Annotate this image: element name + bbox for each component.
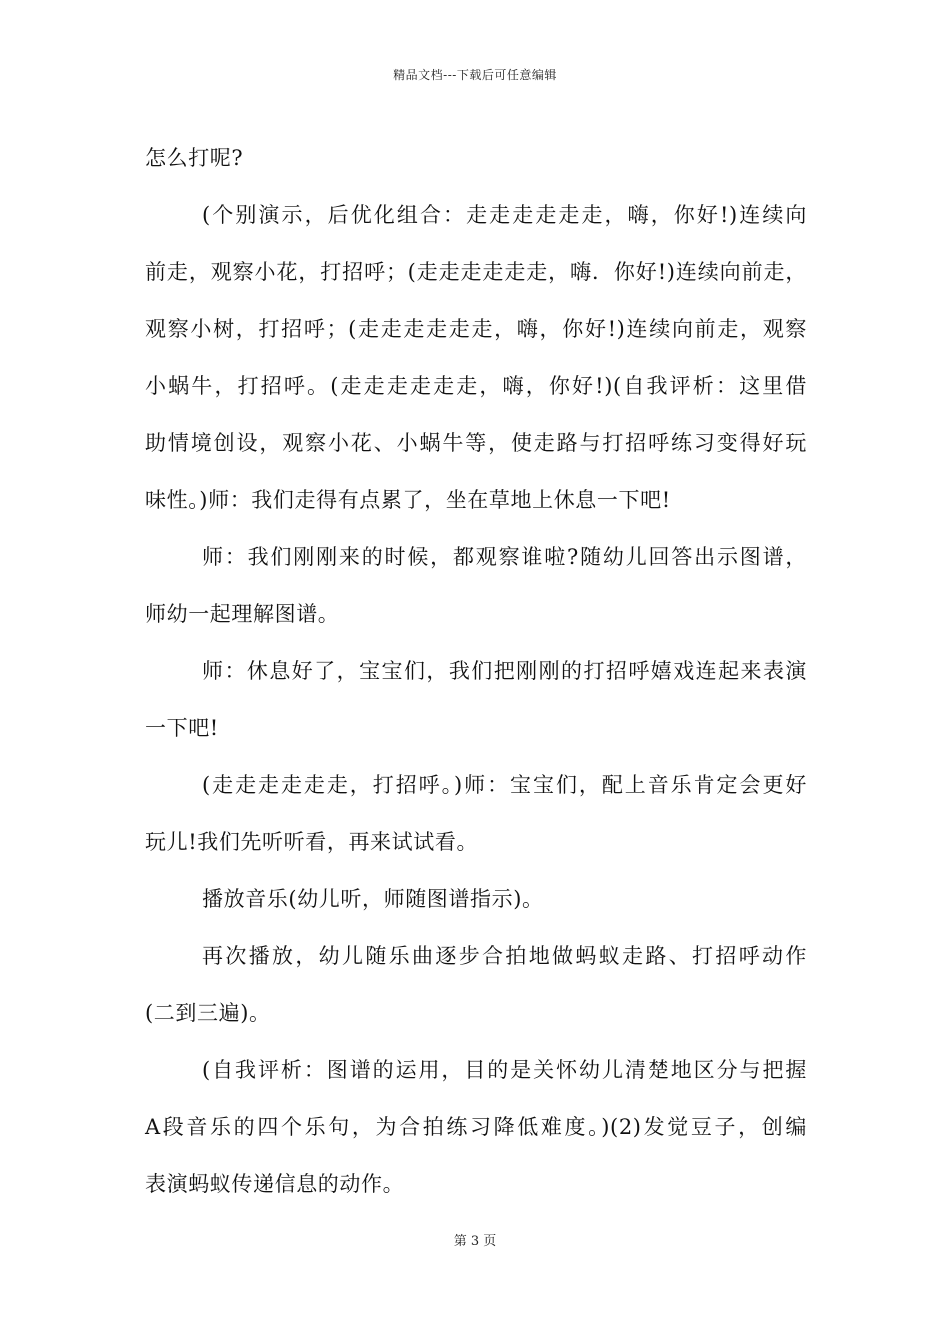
- text-line: (个别演示，后优化组合：走走走走走走，嗨，你好!)连续向: [202, 203, 807, 227]
- text-line: 玩儿!我们先听听看，再来试试看。: [145, 830, 479, 854]
- text-line: 小蜗牛，打招呼。(走走走走走走，嗨，你好!)(自我评析：这里借: [145, 374, 807, 398]
- text-line: 助情境创设，观察小花、小蜗牛等，使走路与打招呼练习变得好玩: [145, 431, 807, 455]
- paragraph: [145, 529, 807, 643]
- text-line: 表演蚂蚁传递信息的动作。: [145, 1172, 405, 1196]
- text-line: 播放音乐(幼儿听，师随图谱指示)。: [202, 887, 544, 911]
- paragraph: [145, 1042, 807, 1213]
- page-header: 精品文档---下载后可任意编辑: [393, 68, 557, 82]
- text-line: 味性。)师：我们走得有点累了，坐在草地上休息一下吧!: [145, 488, 671, 512]
- text-line: 再次播放，幼儿随乐曲逐步合拍地做蚂蚁走路、打招呼动作: [202, 944, 807, 968]
- text-line: 前走，观察小花，打招呼；(走走走走走走，嗨．你好!)连续向前走，: [145, 260, 807, 284]
- paragraph: [145, 871, 807, 928]
- text-line: (自我评析：图谱的运用，目的是关怀幼儿清楚地区分与把握: [202, 1058, 807, 1082]
- paragraph: [145, 187, 807, 529]
- text-line: (二到三遍)。: [145, 1001, 271, 1025]
- paragraph: [145, 928, 807, 1042]
- text-line: (走走走走走走，打招呼。)师：宝宝们，配上音乐肯定会更好: [202, 773, 807, 797]
- page-number: 第 3 页: [453, 1234, 497, 1249]
- paragraph: [145, 643, 807, 757]
- text-line: 师幼一起理解图谱。: [145, 602, 340, 626]
- document-body: [145, 130, 807, 1213]
- paragraph: [145, 757, 807, 871]
- text-line: 一下吧!: [145, 716, 219, 740]
- text-line: 师：休息好了，宝宝们，我们把刚刚的打招呼嬉戏连起来表演: [202, 659, 807, 683]
- text-line: A段音乐的四个乐句，为合拍练习降低难度。)(2)发觉豆子，创编: [145, 1115, 807, 1139]
- paragraph: [145, 130, 807, 187]
- text-line: 师：我们刚刚来的时候，都观察谁啦?随幼儿回答出示图谱，: [202, 545, 807, 569]
- text-line: 怎么打呢?: [145, 146, 244, 170]
- text-line: 观察小树，打招呼；(走走走走走走，嗨，你好!)连续向前走，观察: [145, 317, 807, 341]
